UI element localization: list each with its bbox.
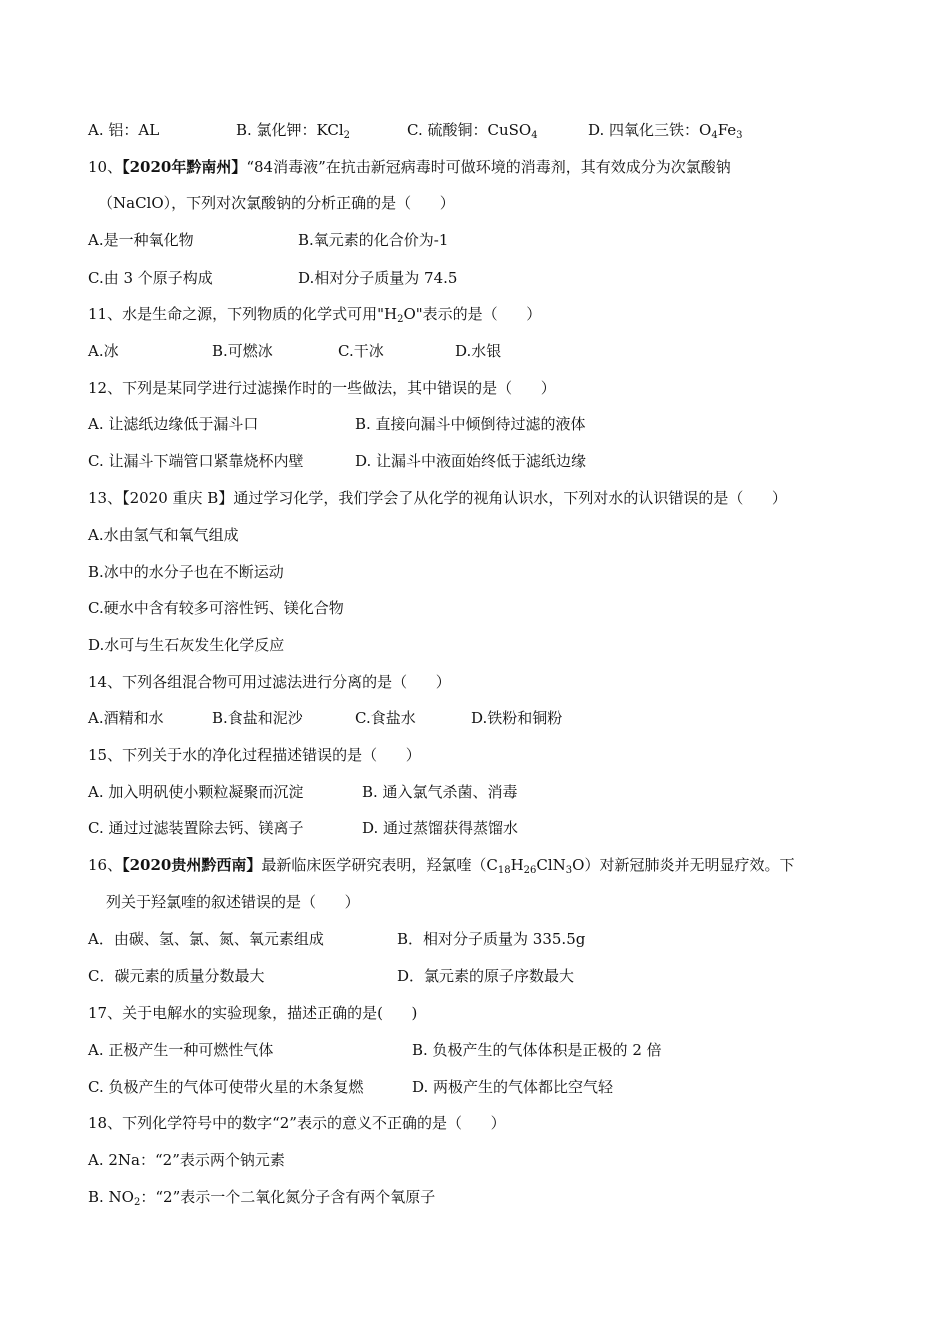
q14-option-c: C.食盐水	[355, 709, 416, 727]
q14-stem: 14、下列各组混合物可用过滤法进行分离的是（ ）	[88, 673, 451, 691]
q11-option-a: A.冰	[88, 342, 119, 360]
q12-option-d: D. 让漏斗中液面始终低于滤纸边缘	[355, 452, 587, 470]
q13-stem: 13、【2020 重庆 B】通过学习化学，我们学会了从化学的视角认识水，下列对水的认识错误的是（ ）	[88, 489, 787, 507]
q15-option-c: C. 通过过滤装置除去钙、镁离子	[88, 819, 304, 837]
q10-option-a: A.是一种氧化物	[88, 231, 194, 249]
q10-stem-line1: 10、【2020年黔南州】“84消毒液”在抗击新冠病毒时可做环境的消毒剂，其有效成分为次氯酸钠	[88, 158, 731, 176]
q13-option-d: D.水可与生石灰发生化学反应	[88, 636, 285, 654]
q9-option-a: A. 铝：AL	[88, 121, 160, 139]
q10-option-b: B.氧元素的化合价为-1	[298, 231, 449, 249]
q13-option-c: C.硬水中含有较多可溶性钙、镁化合物	[88, 599, 344, 617]
q9-option-d: D. 四氧化三铁：$O_4Fe_3$	[588, 121, 743, 141]
q14-option-a: A.酒精和水	[88, 709, 164, 727]
q18-option-b: B. $NO_2$：“2”表示一个二氧化氮分子含有两个氧原子	[88, 1188, 436, 1208]
q16-stem-line2: 列关于羟氯喹的叙述错误的是（ ）	[106, 893, 360, 911]
q12-stem: 12、下列是某同学进行过滤操作时的一些做法，其中错误的是（ ）	[88, 379, 556, 397]
q17-option-d: D. 两极产生的气体都比空气轻	[412, 1078, 614, 1096]
q10-stem-line2: （NaClO），下列对次氯酸钠的分析正确的是（ ）	[98, 194, 455, 212]
q13-option-a: A.水由氢气和氧气组成	[88, 526, 239, 544]
q17-stem: 17、关于电解水的实验现象，描述正确的是( )	[88, 1004, 418, 1022]
q9-option-b: B. 氯化钾：KCl$_2$	[236, 121, 351, 141]
q18-option-a: A. 2Na：“2”表示两个钠元素	[88, 1151, 285, 1169]
q18-stem: 18、下列化学符号中的数字“2”表示的意义不正确的是（ ）	[88, 1114, 506, 1132]
q16-option-b: B．相对分子质量为 335.5g	[397, 930, 586, 948]
q15-option-b: B. 通入氯气杀菌、消毒	[362, 783, 518, 801]
q17-option-b: B. 负极产生的气体体积是正极的 2 倍	[412, 1041, 662, 1059]
q15-option-d: D. 通过蒸馏获得蒸馏水	[362, 819, 519, 837]
q11-stem: 11、水是生命之源，下列物质的化学式可用"$H_2O$"表示的是（ ）	[88, 305, 542, 325]
q16-option-a: A．由碳、氢、氯、氮、氧元素组成	[88, 930, 324, 948]
q15-option-a: A. 加入明矾使小颗粒凝聚而沉淀	[88, 783, 304, 801]
q15-stem: 15、下列关于水的净化过程描述错误的是（ ）	[88, 746, 421, 764]
q17-option-c: C. 负极产生的气体可使带火星的木条复燃	[88, 1078, 364, 1096]
q11-option-d: D.水银	[455, 342, 502, 360]
q17-option-a: A. 正极产生一种可燃性气体	[88, 1041, 274, 1059]
q16-option-c: C．碳元素的质量分数最大	[88, 967, 265, 985]
q14-option-b: B.食盐和泥沙	[212, 709, 303, 727]
q12-option-b: B. 直接向漏斗中倾倒待过滤的液体	[355, 415, 586, 433]
q12-option-a: A. 让滤纸边缘低于漏斗口	[88, 415, 259, 433]
q12-option-c: C. 让漏斗下端管口紧靠烧杯内壁	[88, 452, 304, 470]
q14-option-d: D.铁粉和铜粉	[471, 709, 563, 727]
q13-option-b: B.冰中的水分子也在不断运动	[88, 563, 284, 581]
q10-option-d: D.相对分子质量为 74.5	[298, 269, 458, 287]
q16-stem-line1: 16、【2020贵州黔西南】最新临床医学研究表明，羟氯喹$(C_{18}H_{26}ClN_3O)$对新冠肺炎并无明显疗效。下	[88, 856, 795, 876]
q10-option-c: C.由 3 个原子构成	[88, 269, 213, 287]
q11-option-c: C.干冰	[338, 342, 384, 360]
q16-option-d: D．氯元素的原子序数最大	[397, 967, 575, 985]
q11-option-b: B.可燃冰	[212, 342, 273, 360]
q9-option-c: C. 硫酸铜：CuSO$_4$	[407, 121, 538, 141]
